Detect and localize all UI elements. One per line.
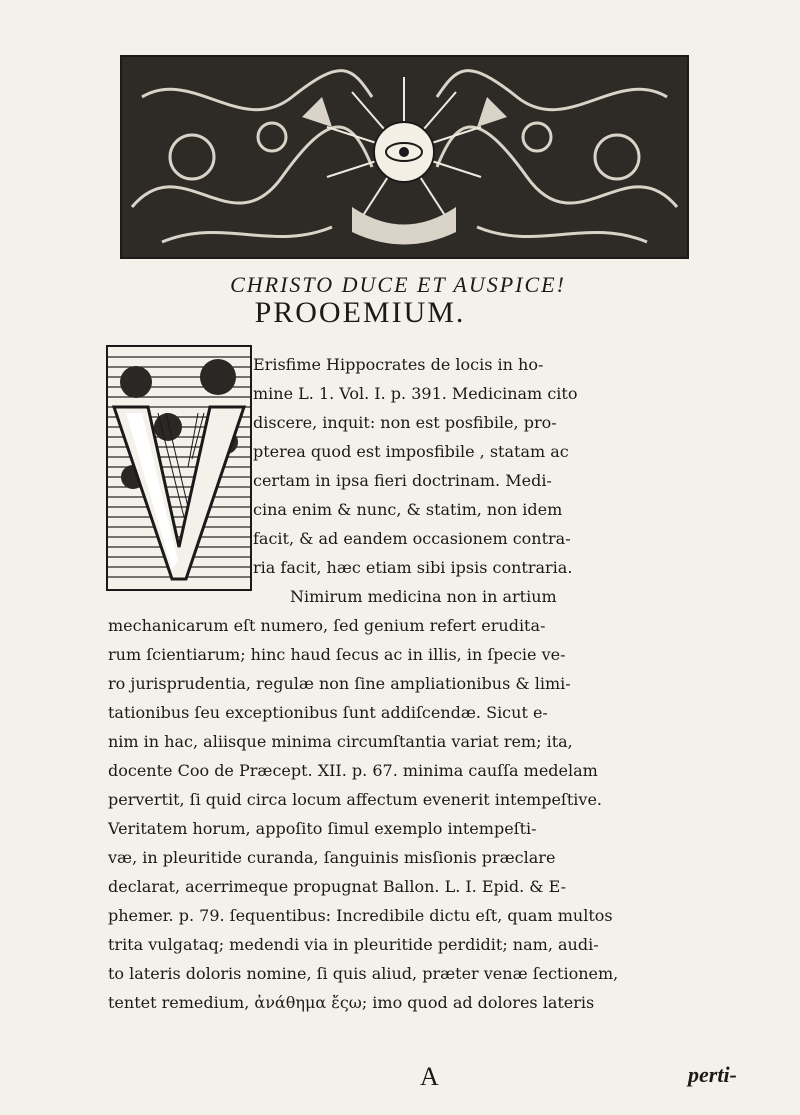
text-line xyxy=(108,616,545,645)
text-line xyxy=(253,558,572,587)
text-run: to lateris doloris nomine, ſi quis aliud, præter venæ ſectionem, xyxy=(108,964,619,983)
text-run: væ, in pleuritide curanda, ſanguinis misſionis præclare xyxy=(108,848,556,867)
text-line xyxy=(108,761,598,790)
text-run: cina enim & nunc, & statim, non idem xyxy=(253,500,563,519)
text-run: certam in ipsa fieri doctrinam. Medi- xyxy=(253,471,552,490)
page-title: PROOEMIUM. xyxy=(254,296,466,329)
text-run: minima circumſtantia variat rem xyxy=(271,732,537,751)
text-line xyxy=(253,471,552,500)
text-line xyxy=(108,674,571,703)
text-line xyxy=(290,587,557,616)
text-run: discere xyxy=(253,413,313,432)
text-line xyxy=(108,906,613,935)
text-run: de locis in ho- xyxy=(430,355,544,374)
text-run: mine L. 1. Vol. I. p. 391. Medicinam cito xyxy=(253,384,578,403)
text-run: Erisfime Hippocrates xyxy=(253,355,431,374)
text-run: tationibus ſeu exceptionibus ſunt addiſcendæ. Sicut e- xyxy=(108,703,548,722)
text-run: nim in hac, aliisque xyxy=(108,732,272,751)
text-line xyxy=(253,413,557,442)
text-run: phemer. p. 79. ſequentibus: Incredibile dictu eſt, quam multos xyxy=(108,906,613,925)
text-line xyxy=(108,935,599,964)
text-run: , inquit: xyxy=(312,413,381,432)
text-run: , xyxy=(513,413,524,432)
text-line xyxy=(253,355,543,384)
text-line xyxy=(253,500,562,529)
text-line xyxy=(108,645,566,674)
text-run: pervertit, ſi quid circa locum affectum evenerit intempeſtive. xyxy=(108,790,602,809)
text-line xyxy=(108,732,573,761)
text-line xyxy=(253,529,571,558)
headpiece-ornament xyxy=(120,55,689,259)
text-line xyxy=(108,964,618,993)
text-run: trita vulgataq; medendi via in pleuritide perdidit; nam, audi- xyxy=(108,935,599,954)
initial-letter-ornament xyxy=(106,345,252,591)
catchword: perti- xyxy=(688,1062,737,1087)
motto: CHRISTO DUCE ET AUSPICE! xyxy=(230,272,566,297)
text-line xyxy=(108,703,548,732)
text-run: mechanicarum eſt numero, ſed genium refert erudita- xyxy=(108,616,546,635)
text-run: Nimirum medicina non in artium xyxy=(290,587,557,606)
text-run: ; ita, xyxy=(536,732,573,751)
text-run: pterea quod est imposfibile , statam ac xyxy=(253,442,569,461)
text-run: Veritatem horum, appoſito ſimul exemplo intempeſti- xyxy=(108,819,537,838)
text-run: L. I. Epid. & E- xyxy=(444,877,567,896)
text-line xyxy=(253,442,569,471)
text-run: ria facit, hæc etiam sibi ipsis contraria. xyxy=(253,558,573,577)
text-run: docente xyxy=(108,761,178,780)
text-line xyxy=(108,993,594,1022)
text-run: tentet remedium, ἀνάθημα ἔςω; imo quod ad dolores lateris xyxy=(108,993,595,1012)
text-line xyxy=(108,877,566,906)
text-run: pro- xyxy=(523,413,557,432)
text-run: facit, & ad eandem occasionem contra- xyxy=(253,529,571,548)
text-run: ro jurisprudentia, regulæ non ſine ampliationibus & limi- xyxy=(108,674,571,693)
text-line xyxy=(253,384,577,413)
text-line xyxy=(108,819,537,848)
text-line xyxy=(108,790,602,819)
text-run: non est posfibile xyxy=(380,413,514,432)
text-run: declarat, acerrimeque propugnat Ballon. xyxy=(108,877,445,896)
text-run: rum ſcientiarum; hinc haud ſecus ac in illis, in ſpecie ve- xyxy=(108,645,566,664)
text-line xyxy=(108,848,555,877)
signature-mark: A xyxy=(420,1062,439,1091)
text-run: Coo de Præcept. XII. p. 67. minima cauſſa medelam xyxy=(177,761,598,780)
